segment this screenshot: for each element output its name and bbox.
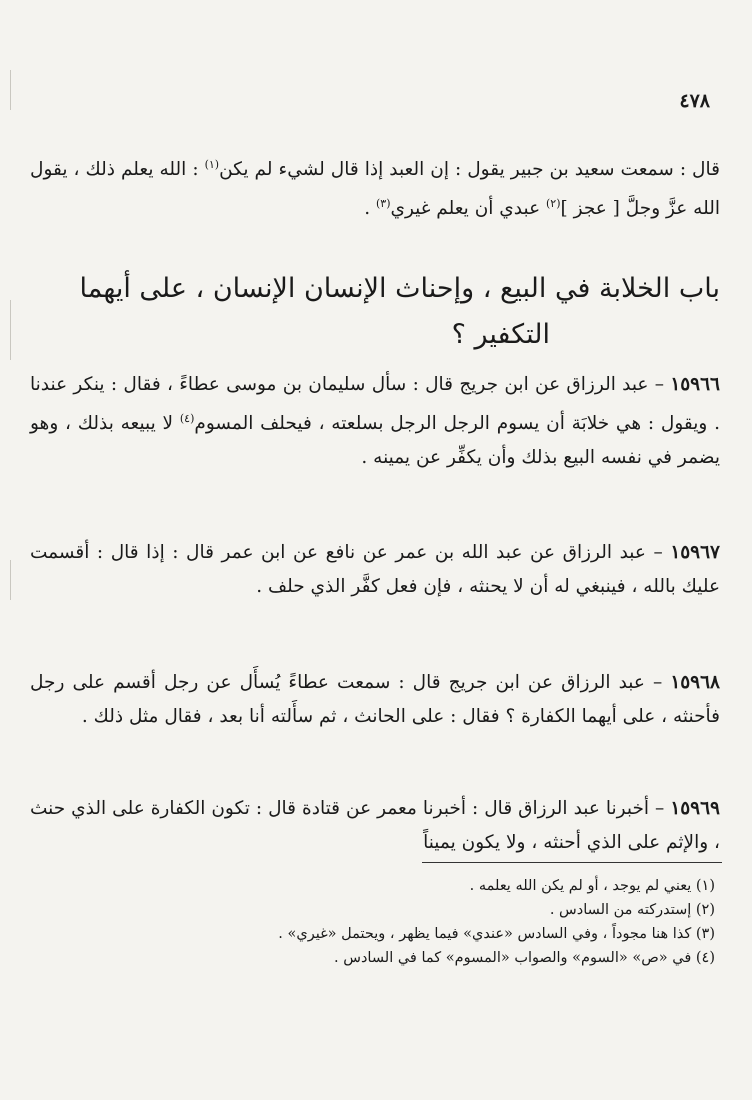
heading-line-2: التكفير ؟ <box>451 319 550 350</box>
page-number: ٤٧٨ <box>679 90 710 112</box>
footnote-ref: (٢) <box>546 197 561 211</box>
hadith-number: ١٥٩٦٩ <box>670 798 720 819</box>
page-edge-mark <box>10 560 11 600</box>
hadith-number: ١٥٩٦٨ <box>670 672 720 693</box>
intro-text: قال : سمعت سعيد بن جبير يقول : إن العبد إذا قال لشيء لم يكن$^{(١)}$ : الله يعلم ذلك ، يقول الله عزَّ وجلَّ [ عجز ]$^{(٢)}$ عبدي أن يعلم غيري$^{(٣)}$ . <box>30 158 720 220</box>
hadith-number: ١٥٩٦٦ <box>670 374 720 395</box>
footnotes <box>60 874 725 970</box>
page-edge-mark <box>10 70 11 110</box>
page-edge-mark <box>10 300 11 360</box>
footnote-separator <box>422 862 722 863</box>
footnote: (٤) في «ص» «السوم» والصواب «المسوم» كما في السادس . <box>334 950 715 966</box>
hadith-paragraph: ١٥٩٦٨ – عبد الرزاق عن ابن جريج قال : سمعت عطاءً يُسأَل عن رجل أقسم على رجل فأحنثه ، على أيهما الكفارة ؟ فقال : على الحانث ، ثم سأَلته أنا بعد ، فقال مثل ذلك . <box>30 672 720 727</box>
hadith-paragraph: ١٥٩٦٦ – عبد الرزاق عن ابن جريج قال : سأل سليمان بن موسى عطاءً ، فقال : ينكر عندنا . ويقول : هي خلابَة أن يسوم الرجل الرجل بسلعته ، فيحلف المسوم$^{(٤)}$ لا يبيعه بذلك ، وهو يضمر في نفسه البيع بذلك وأن يكفِّر عن يمينه . <box>30 374 720 469</box>
chapter-heading <box>30 266 720 358</box>
hadith-number: ١٥٩٦٧ <box>670 542 720 563</box>
hadith-paragraph: ١٥٩٦٧ – عبد الرزاق عن عبد الله بن عمر عن نافع عن ابن عمر قال : إذا قال : أقسمت عليك بالله ، فينبغي له أن لا يحنثه ، فإن فعل كفَّر الذي حلف . <box>30 542 720 597</box>
footnote: (١) يعني لم يوجد ، أو لم يكن الله يعلمه . <box>469 878 715 894</box>
footnote: (٢) إستدركته من السادس . <box>549 902 715 918</box>
footnote-ref: (٣) <box>375 197 391 211</box>
heading-line-1: باب الخلابة في البيع ، وإحناث الإنسان الإنسان ، على أيهما <box>79 273 720 304</box>
footnote-ref: (١) <box>204 158 220 171</box>
hadith-paragraph: ١٥٩٦٩ – أخبرنا عبد الرزاق قال : أخبرنا معمر عن قتادة قال : تكون الكفارة على الذي حنث ، والإثم على الذي أحنثه ، ولا يكون يميناً <box>30 798 720 853</box>
footnote: (٣) كذا هنا مجوداً ، وفي السادس «عندي» فيما يظهر ، ويحتمل «غيري» . <box>278 926 715 942</box>
footnote-ref: (٤) <box>179 412 195 425</box>
